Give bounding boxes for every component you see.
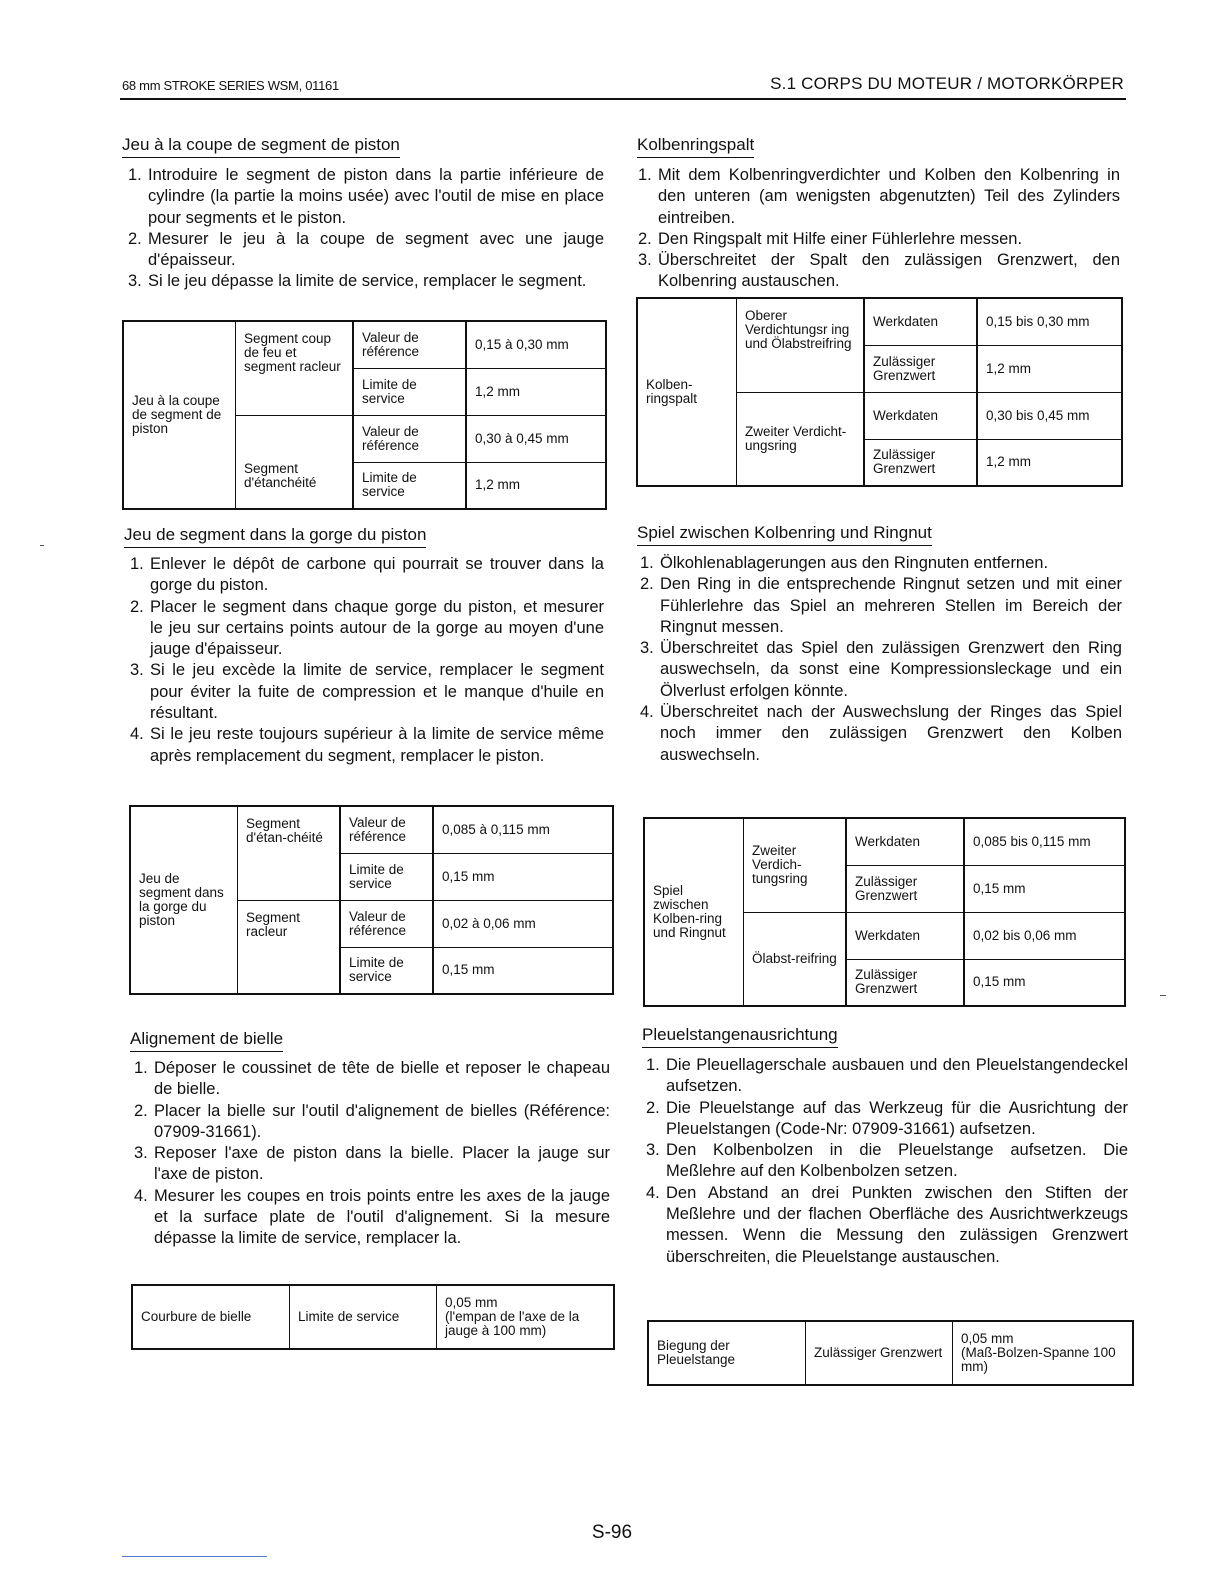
section-title-fr-ring-gap: Jeu à la coupe de segment de piston	[122, 135, 400, 158]
limit-label: Zulässiger Grenzwert	[864, 345, 977, 392]
step-item: 2. Den Ringspalt mit Hilfe einer Fühlerlehre messen.	[638, 229, 1023, 248]
section-title-de-rod-alignment: Pleuelstangenausrichtung	[642, 1025, 838, 1048]
spec-table-de-groove-clearance	[643, 817, 1126, 1007]
ref-value: 0,02 bis 0,06 mm	[964, 912, 1125, 959]
ring-top-label: Oberer Verdichtungsr ing und Ölabstreifring	[737, 298, 865, 392]
ref-label: Valeur de référence	[353, 415, 466, 462]
step-item: 2. Placer le segment dans chaque gorge du piston, et mesurer le jeu sur certains points autour de la gorge au moyen d'une jauge d'épaisseur.	[130, 597, 604, 659]
step-item: 1. Introduire le segment de piston dans la partie inférieure de cylindre (la partie la moins usée) avec l'outil de mise en place pour segments et le piston.	[128, 166, 604, 227]
limit-label: Limite de service	[340, 947, 433, 994]
ref-value: 0,30 bis 0,45 mm	[977, 392, 1122, 439]
header-divider	[120, 98, 1126, 100]
footnote-rule	[122, 1556, 267, 1557]
limit-value: 0,15 mm	[433, 853, 613, 900]
section-title-de-ring-gap: Kolbenringspalt	[637, 135, 754, 158]
step-item: 3. Überschreitet das Spiel den zulässigen Grenzwert den Ring auswechseln, da sonst eine Kompressionsleckage und ein Ölverlust erfolgen könnte.	[640, 639, 1122, 700]
ref-label: Werkdaten	[864, 392, 977, 439]
rod-bend-value-cell	[437, 1285, 615, 1349]
step-item: 4. Überschreitet nach der Auswechslung der Ringes das Spiel noch immer den zulässigen Grenzwert den Kolben auswechseln.	[640, 703, 1122, 764]
ring-top-label: Zweiter Verdich-tungsring	[744, 818, 847, 912]
steps-de-ring-gap	[632, 165, 1120, 293]
ring-top-label: Segment d'étan-chéité	[238, 806, 341, 900]
step-item: 2. Die Pleuelstange auf das Werkzeug für die Ausrichtung der Pleuelstangen (Code-Nr: 07909-31661) aufsetzen.	[646, 1098, 1128, 1138]
step-item: 2. Mesurer le jeu à la coupe de segment avec une jauge d'épaisseur.	[128, 229, 604, 270]
limit-value: 0,05 mm	[445, 1295, 498, 1310]
limit-note: (l'empan de l'axe de la jauge à 100 mm)	[445, 1309, 580, 1338]
ref-value: 0,02 à 0,06 mm	[433, 900, 613, 947]
limit-value: 1,2 mm	[977, 345, 1122, 392]
step-item: 4. Den Abstand an drei Punkten zwischen den Stiften der Meßlehre und der flachen Oberfläche des Ausrichtwerkzeugs messen. Wenn die Messung den zulässigen Grenzwert überschreiten, die Pleuelstange austauschen.	[646, 1183, 1128, 1266]
ref-value: 0,30 à 0,45 mm	[466, 415, 606, 462]
spec-table-de-rod-bend	[647, 1320, 1134, 1386]
limit-label: Zulässiger Grenzwert	[846, 959, 964, 1006]
manual-series-label: 68 mm STROKE SERIES WSM, 01161	[122, 78, 339, 93]
step-item: 3. Reposer l'axe de piston dans la bielle. Placer la jauge sur l'axe de piston.	[134, 1144, 610, 1184]
steps-de-rod-alignment	[640, 1055, 1128, 1268]
table-row-label: Jeu de segment dans la gorge du piston	[130, 806, 238, 994]
ring-second-label: Ölabst-reifring	[744, 912, 847, 1006]
limit-label: Zulässiger Grenzwert	[864, 439, 977, 486]
steps-fr-rod-alignment	[128, 1058, 610, 1250]
steps-fr-groove-clearance	[124, 554, 604, 767]
limit-note: (Maß-Bolzen-Spanne 100 mm)	[961, 1345, 1116, 1374]
ref-label: Valeur de référence	[353, 321, 466, 368]
ref-value: 0,15 bis 0,30 mm	[977, 298, 1122, 345]
table-row-label: Kolben-ringspalt	[637, 298, 737, 486]
ref-label: Werkdaten	[864, 298, 977, 345]
ring-top-label: Segment coup de feu et segment racleur	[236, 321, 354, 415]
scan-mark	[1160, 995, 1166, 996]
limit-value: 0,05 mm	[961, 1331, 1014, 1346]
step-item: 1. Ölkohlenablagerungen aus den Ringnuten entfernen.	[640, 554, 1049, 572]
step-item: 1. Déposer le coussinet de tête de bielle et reposer le chapeau de bielle.	[134, 1059, 610, 1099]
ref-label: Valeur de référence	[340, 806, 433, 853]
limit-value: 1,2 mm	[466, 462, 606, 509]
spec-table-fr-ring-gap	[122, 320, 607, 510]
step-item: 1. Die Pleuellagerschale ausbauen und den Pleuelstangendeckel aufsetzen.	[646, 1056, 1128, 1096]
limit-label: Limite de service	[290, 1285, 437, 1349]
step-item: 3. Überschreitet der Spalt den zulässigen Grenzwert, den Kolbenring austauschen.	[638, 251, 1120, 291]
step-item: 2. Den Ring in die entsprechende Ringnut setzen und mit einer Fühlerlehre das Spiel an mehreren Stellen im Bereich der Ringnut messen.	[640, 575, 1122, 636]
step-item: 2. Placer la bielle sur l'outil d'alignement de bielles (Référence: 07909-31661).	[134, 1101, 610, 1141]
limit-value: 1,2 mm	[977, 439, 1122, 486]
limit-label: Zulässiger Grenzwert	[846, 865, 964, 912]
section-title-de-groove-clearance: Spiel zwischen Kolbenring und Ringnut	[637, 523, 932, 546]
spec-table-fr-rod-bend	[131, 1284, 615, 1350]
steps-de-groove-clearance	[634, 553, 1122, 766]
scan-mark	[40, 545, 44, 546]
limit-label: Limite de service	[353, 368, 466, 415]
step-item: 3. Si le jeu excède la limite de service, remplacer le segment pour éviter la fuite de compression et le manque d'huile en résultant.	[130, 661, 604, 723]
chapter-title: S.1 CORPS DU MOTEUR / MOTORKÖRPER	[770, 74, 1124, 93]
limit-value: 0,15 mm	[964, 959, 1125, 1006]
limit-label: Zulässiger Grenzwert	[806, 1321, 953, 1385]
ref-value: 0,085 à 0,115 mm	[433, 806, 613, 853]
rod-bend-label: Courbure de bielle	[132, 1285, 290, 1349]
limit-label: Limite de service	[353, 462, 466, 509]
ring-second-label: Zweiter Verdicht-ungsring	[737, 392, 865, 486]
page-number: S-96	[591, 1522, 633, 1543]
ring-second-label: Segment d'étanchéité	[236, 415, 354, 509]
ref-value: 0,15 à 0,30 mm	[466, 321, 606, 368]
steps-fr-ring-gap	[122, 165, 604, 293]
step-item: 1. Mit dem Kolbenringverdichter und Kolben den Kolbenring in den unteren (am wenigsten abgenutzten) Teil des Zylinders eintreiben.	[638, 166, 1120, 227]
section-title-fr-rod-alignment: Alignement de bielle	[130, 1029, 283, 1052]
limit-value: 0,15 mm	[433, 947, 613, 994]
limit-value: 0,15 mm	[964, 865, 1125, 912]
section-title-fr-groove-clearance: Jeu de segment dans la gorge du piston	[124, 525, 426, 548]
step-item: 3. Si le jeu dépasse la limite de service, remplacer le segment.	[128, 272, 587, 291]
table-row-label: Jeu à la coupe de segment de piston	[123, 321, 236, 509]
spec-table-fr-groove-clearance	[129, 805, 614, 995]
limit-label: Limite de service	[340, 853, 433, 900]
step-item: 3. Den Kolbenbolzen in die Pleuelstange aufsetzen. Die Meßlehre auf den Kolbenbolzen setzen.	[646, 1141, 1128, 1181]
ref-value: 0,085 bis 0,115 mm	[964, 818, 1125, 865]
ref-label: Valeur de référence	[340, 900, 433, 947]
ref-label: Werkdaten	[846, 912, 964, 959]
rod-bend-value-cell	[953, 1321, 1134, 1385]
step-item: 1. Enlever le dépôt de carbone qui pourrait se trouver dans la gorge du piston.	[130, 555, 604, 595]
ring-second-label: Segment racleur	[238, 900, 341, 994]
spec-table-de-ring-gap	[636, 297, 1123, 487]
step-item: 4. Mesurer les coupes en trois points entre les axes de la jauge et la surface plate de l'outil d'alignement. Si la mesure dépasse la limite de service, remplacer la.	[134, 1186, 610, 1248]
ref-label: Werkdaten	[846, 818, 964, 865]
rod-bend-label: Biegung der Pleuelstange	[648, 1321, 806, 1385]
table-row-label: Spiel zwischen Kolben-ring und Ringnut	[644, 818, 744, 1006]
step-item: 4. Si le jeu reste toujours supérieur à la limite de service même après remplacement du segment, remplacer le piston.	[130, 725, 604, 765]
limit-value: 1,2 mm	[466, 368, 606, 415]
